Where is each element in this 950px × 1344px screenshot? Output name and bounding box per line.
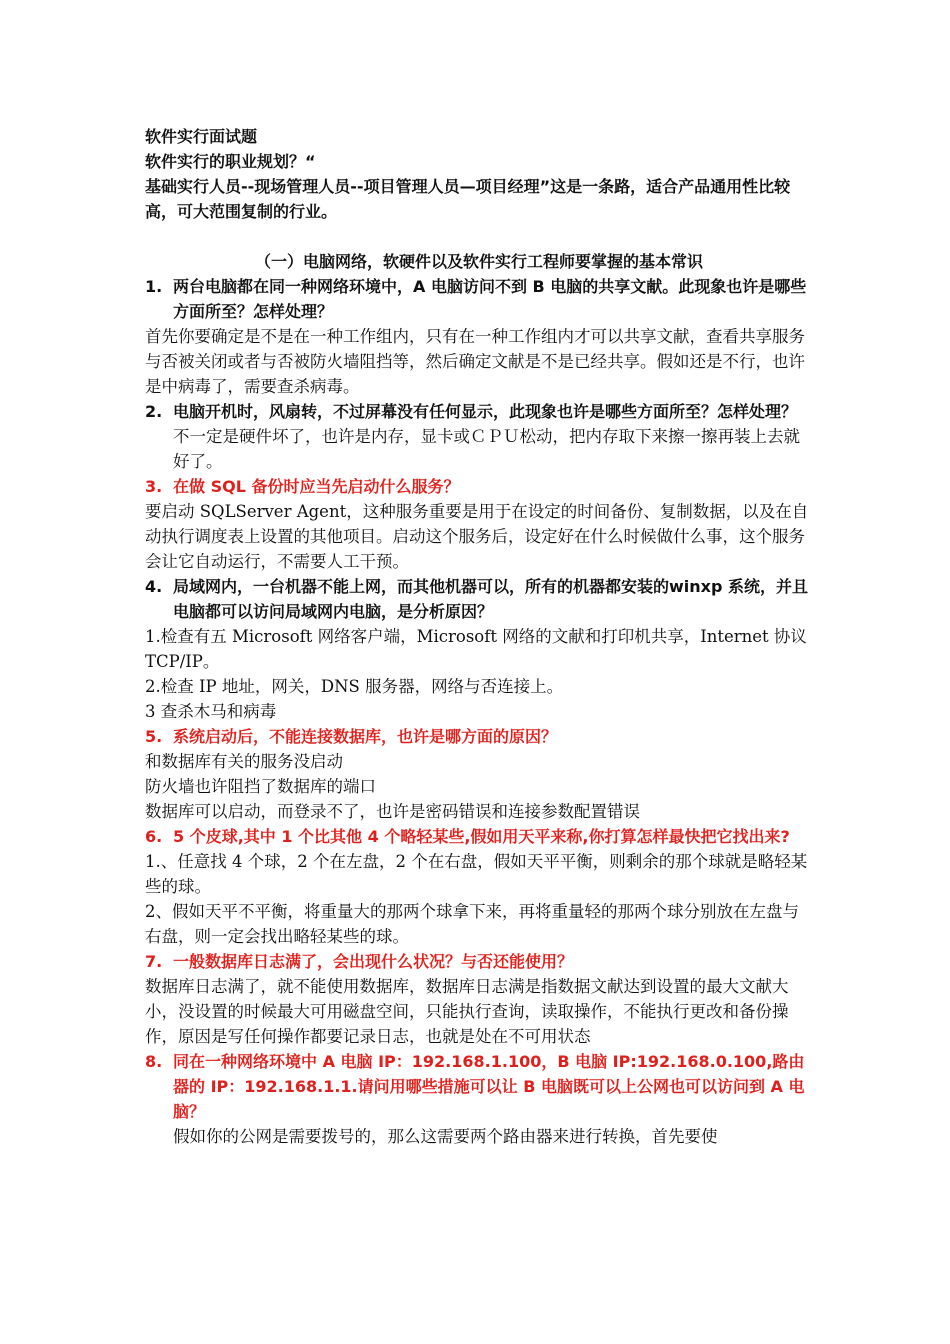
answer-1: 首先你要确定是不是在一种工作组内，只有在一种工作组内才可以共享文献，查看共享服务与否被关闭或者与否被防火墙阻挡等，然后确定文献是不是已经共享。假如还是不行，也许是中病毒了，需要查杀病毒。 — [145, 327, 805, 396]
question-5 — [145, 724, 813, 749]
question-1 — [145, 274, 813, 324]
doc-title: 软件实行面试题 — [145, 127, 258, 146]
question-text: 同在一种网络环境中 A 电脑 IP：192.168.1.100，B 电脑 IP:192.168.0.100,路由器的 IP：192.168.1.1.请问用哪些措施可以让 B 电脑既可以上公网也可以访问到 A 电脑？ — [173, 1052, 805, 1121]
answer-5-line-1: 和数据库有关的服务没启动 — [145, 752, 343, 771]
answer-6-line-2: 2、假如天平不平衡，将重量大的那两个球拿下来，再将重量轻的那两个球分别放在左盘与右盘，则一定会找出略轻某些的球。 — [145, 902, 799, 946]
answer-2: 不一定是硬件坏了，也许是内存，显卡或ＣＰＵ松动，把内存取下来擦一擦再装上去就好了。 — [173, 427, 800, 471]
question-number: 7. — [145, 952, 163, 971]
question-8 — [145, 1049, 813, 1124]
question-number: 5. — [145, 727, 163, 746]
question-text: 局域网内，一台机器不能上网，而其他机器可以，所有的机器都安装的winxp 系统，并且电脑都可以访问局域网内电脑，是分析原因？ — [173, 577, 809, 621]
question-number: 6. — [145, 827, 163, 846]
question-number: 4. — [145, 577, 163, 596]
answer-8: 假如你的公网是需要拨号的，那么这需要两个路由器来进行转换，首先要使 — [173, 1127, 718, 1146]
answer-7: 数据库日志满了，就不能使用数据库，数据库日志满是指数据文献达到设置的最大文献大小，没设置的时候最大可用磁盘空间，只能执行查询，读取操作，不能执行更改和备份操作，原因是写任何操作都要记录日志，也就是处在不可用状态 — [145, 977, 789, 1046]
document-page — [145, 124, 813, 1149]
section-heading: （一）电脑网络，软硬件以及软件实行工程师要掌握的基本常识 — [254, 252, 703, 271]
answer-5-line-3: 数据库可以启动，而登录不了，也许是密码错误和连接参数配置错误 — [145, 802, 640, 821]
question-text: 在做 SQL 备份时应当先启动什么服务？ — [173, 477, 460, 496]
question-number: 8. — [145, 1052, 163, 1071]
question-text: 两台电脑都在同一种网络环境中，A 电脑访问不到 B 电脑的共享文献。此现象也许是哪些方面所至？怎样处理？ — [173, 277, 807, 321]
answer-4-line-2: 2.检查 IP 地址，网关，DNS 服务器，网络与否连接上。 — [145, 677, 564, 696]
question-text: 一般数据库日志满了，会出现什么状况？与否还能使用？ — [173, 952, 574, 971]
answer-5-line-2: 防火墙也许阻挡了数据库的端口 — [145, 777, 376, 796]
blank-line — [145, 224, 813, 249]
doc-subtitle: 软件实行的职业规划？“ — [145, 152, 316, 171]
question-2 — [145, 399, 813, 424]
question-number: 2. — [145, 402, 163, 421]
question-3 — [145, 474, 813, 499]
question-text: 电脑开机时，风扇转，不过屏幕没有任何显示，此现象也许是哪些方面所至？怎样处理？ — [173, 402, 798, 421]
answer-3: 要启动 SQLServer Agent，这种服务重要是用于在设定的时间备份、复制数据，以及在自动执行调度表上设置的其他项目。启动这个服务后，设定好在什么时候做什么事，这个服务会让它自动运行，不需要人工干预。 — [145, 502, 809, 571]
answer-6-line-1: 1.、任意找 4 个球，2 个在左盘，2 个在右盘，假如天平平衡，则剩余的那个球就是略轻某些的球。 — [145, 852, 808, 896]
question-4 — [145, 574, 813, 624]
answer-4-line-3: 3 查杀木马和病毒 — [145, 702, 277, 721]
question-6 — [145, 824, 813, 849]
question-7 — [145, 949, 813, 974]
question-text: 5 个皮球,其中 1 个比其他 4 个略轻某些,假如用天平来称,你打算怎样最快把它找出来? — [173, 827, 790, 846]
career-path: 基础实行人员--现场管理人员--项目管理人员—项目经理”这是一条路，适合产品通用性比较高，可大范围复制的行业。 — [145, 177, 791, 221]
answer-4-line-1: 1.检查有五 Microsoft 网络客户端，Microsoft 网络的文献和打印机共享，Internet 协议 TCP/IP。 — [145, 627, 807, 671]
question-number: 1. — [145, 277, 163, 296]
question-text: 系统启动后，不能连接数据库，也许是哪方面的原因？ — [173, 727, 558, 746]
question-number: 3. — [145, 477, 163, 496]
